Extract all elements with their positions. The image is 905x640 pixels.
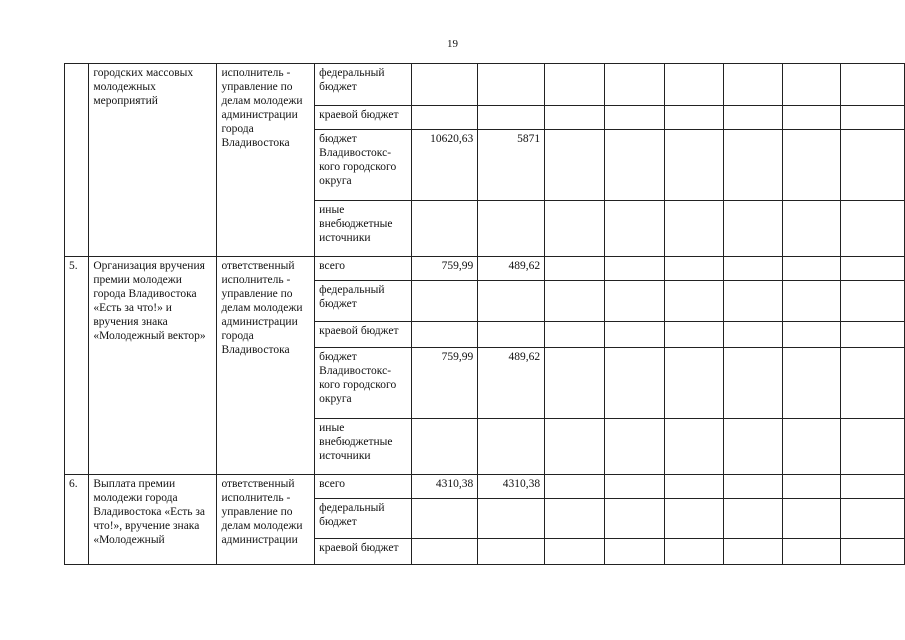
amount-cell bbox=[545, 281, 605, 322]
amount-cell bbox=[782, 499, 841, 539]
executor: ответственный исполнитель - управление по делам молодежи администрации bbox=[217, 475, 315, 565]
funding-source: бюджет Владивостокс-кого городского округа bbox=[315, 348, 412, 419]
amount-cell bbox=[411, 201, 478, 257]
amount-cell bbox=[604, 348, 664, 419]
event-name: городских массовых молодежных мероприятий bbox=[89, 64, 217, 257]
amount-cell bbox=[545, 322, 605, 348]
funding-source: бюджет Владивостокс-кого городского округа bbox=[315, 130, 412, 201]
amount-cell bbox=[723, 281, 782, 322]
amount-cell bbox=[664, 130, 723, 201]
amount-cell bbox=[604, 475, 664, 499]
amount-cell bbox=[604, 64, 664, 106]
amount-cell bbox=[664, 322, 723, 348]
amount-cell bbox=[723, 130, 782, 201]
amount-cell bbox=[841, 64, 905, 106]
amount-cell bbox=[478, 322, 545, 348]
amount-cell bbox=[478, 539, 545, 565]
amount-cell: 489,62 bbox=[478, 257, 545, 281]
amount-cell bbox=[723, 64, 782, 106]
amount-cell bbox=[478, 64, 545, 106]
amount-cell: 489,62 bbox=[478, 348, 545, 419]
amount-cell bbox=[782, 130, 841, 201]
amount-cell bbox=[604, 419, 664, 475]
amount-cell bbox=[604, 322, 664, 348]
amount-cell bbox=[841, 201, 905, 257]
item-number: 5. bbox=[65, 257, 89, 475]
amount-cell bbox=[545, 64, 605, 106]
amount-cell bbox=[411, 106, 478, 130]
amount-cell bbox=[841, 419, 905, 475]
funding-source: краевой бюджет bbox=[315, 322, 412, 348]
amount-cell bbox=[782, 106, 841, 130]
amount-cell bbox=[545, 257, 605, 281]
funding-source: всего bbox=[315, 475, 412, 499]
amount-cell bbox=[478, 419, 545, 475]
amount-cell bbox=[664, 64, 723, 106]
amount-cell bbox=[841, 475, 905, 499]
table-row bbox=[65, 257, 905, 281]
amount-cell bbox=[604, 201, 664, 257]
amount-cell bbox=[411, 539, 478, 565]
item-number: 6. bbox=[65, 475, 89, 565]
funding-source: краевой бюджет bbox=[315, 106, 412, 130]
amount-cell bbox=[545, 539, 605, 565]
amount-cell bbox=[411, 322, 478, 348]
amount-cell bbox=[664, 419, 723, 475]
amount-cell bbox=[664, 539, 723, 565]
amount-cell bbox=[782, 64, 841, 106]
amount-cell bbox=[841, 499, 905, 539]
funding-source: иные внебюджетные источники bbox=[315, 419, 412, 475]
amount-cell bbox=[723, 322, 782, 348]
amount-cell bbox=[604, 130, 664, 201]
event-name: Организация вручения премии молодежи города Владивостока «Есть за что!» и вручения знака «Молодежный вектор» bbox=[89, 257, 217, 475]
amount-cell bbox=[604, 106, 664, 130]
amount-cell bbox=[411, 419, 478, 475]
amount-cell bbox=[411, 281, 478, 322]
amount-cell bbox=[841, 348, 905, 419]
amount-cell bbox=[723, 348, 782, 419]
amount-cell bbox=[545, 201, 605, 257]
funding-source: федеральный бюджет bbox=[315, 281, 412, 322]
amount-cell bbox=[478, 281, 545, 322]
amount-cell bbox=[841, 322, 905, 348]
budget-table bbox=[64, 63, 905, 565]
funding-source: федеральный бюджет bbox=[315, 64, 412, 106]
funding-source: краевой бюджет bbox=[315, 539, 412, 565]
amount-cell bbox=[478, 201, 545, 257]
amount-cell bbox=[782, 201, 841, 257]
amount-cell bbox=[604, 281, 664, 322]
amount-cell bbox=[545, 475, 605, 499]
amount-cell bbox=[545, 348, 605, 419]
amount-cell bbox=[841, 130, 905, 201]
amount-cell bbox=[723, 106, 782, 130]
item-number bbox=[65, 64, 89, 257]
amount-cell bbox=[478, 499, 545, 539]
amount-cell bbox=[782, 348, 841, 419]
table-row bbox=[65, 475, 905, 499]
amount-cell bbox=[723, 539, 782, 565]
amount-cell: 10620,63 bbox=[411, 130, 478, 201]
amount-cell: 4310,38 bbox=[411, 475, 478, 499]
amount-cell bbox=[604, 539, 664, 565]
amount-cell bbox=[841, 539, 905, 565]
amount-cell bbox=[664, 281, 723, 322]
amount-cell bbox=[841, 106, 905, 130]
funding-source: федеральный бюджет bbox=[315, 499, 412, 539]
amount-cell bbox=[664, 348, 723, 419]
page-number: 19 bbox=[447, 38, 458, 50]
amount-cell bbox=[664, 257, 723, 281]
executor: исполнитель - управление по делам молодежи администрации города Владивостока bbox=[217, 64, 315, 257]
amount-cell bbox=[664, 106, 723, 130]
amount-cell bbox=[723, 499, 782, 539]
amount-cell bbox=[604, 499, 664, 539]
amount-cell bbox=[545, 499, 605, 539]
amount-cell bbox=[841, 281, 905, 322]
amount-cell bbox=[545, 130, 605, 201]
amount-cell bbox=[782, 322, 841, 348]
amount-cell bbox=[782, 419, 841, 475]
amount-cell bbox=[841, 257, 905, 281]
amount-cell bbox=[604, 257, 664, 281]
amount-cell: 5871 bbox=[478, 130, 545, 201]
amount-cell: 759,99 bbox=[411, 348, 478, 419]
amount-cell bbox=[782, 475, 841, 499]
amount-cell bbox=[545, 106, 605, 130]
amount-cell bbox=[782, 539, 841, 565]
funding-source: иные внебюджетные источники bbox=[315, 201, 412, 257]
amount-cell bbox=[478, 106, 545, 130]
amount-cell bbox=[411, 499, 478, 539]
amount-cell bbox=[723, 201, 782, 257]
amount-cell bbox=[664, 475, 723, 499]
amount-cell bbox=[723, 475, 782, 499]
executor: ответственный исполнитель - управление по делам молодежи администрации города Владивостока bbox=[217, 257, 315, 475]
amount-cell bbox=[782, 281, 841, 322]
amount-cell: 4310,38 bbox=[478, 475, 545, 499]
amount-cell bbox=[664, 499, 723, 539]
amount-cell bbox=[723, 419, 782, 475]
amount-cell bbox=[411, 64, 478, 106]
amount-cell bbox=[664, 201, 723, 257]
table-row bbox=[65, 64, 905, 106]
amount-cell bbox=[545, 419, 605, 475]
amount-cell bbox=[723, 257, 782, 281]
event-name: Выплата премии молодежи города Владивостока «Есть за что!», вручение знака «Молодежный bbox=[89, 475, 217, 565]
amount-cell: 759,99 bbox=[411, 257, 478, 281]
amount-cell bbox=[782, 257, 841, 281]
funding-source: всего bbox=[315, 257, 412, 281]
